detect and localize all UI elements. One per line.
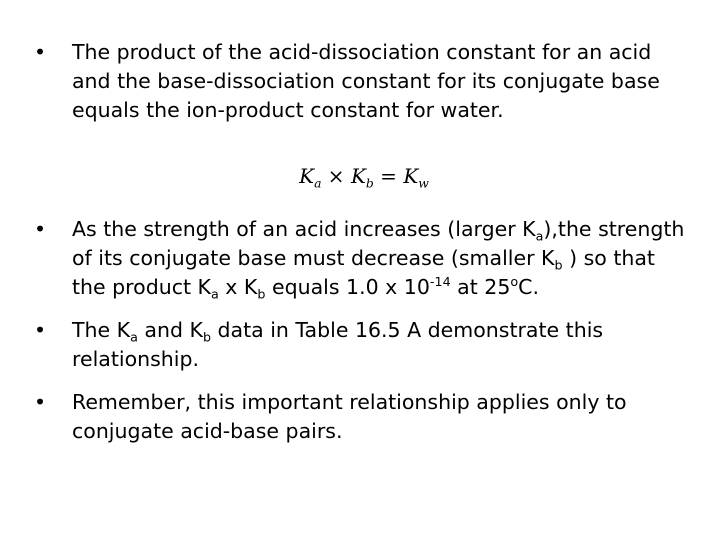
- text-run: C.: [518, 275, 539, 299]
- equation-subscript: b: [365, 175, 374, 191]
- equation-subscript: a: [314, 175, 322, 191]
- bullet-dot: •: [34, 390, 47, 414]
- equation-subscript: w: [418, 175, 429, 191]
- bullet-item: [34, 388, 694, 446]
- equation-operator: ×: [321, 164, 351, 188]
- subscript: a: [130, 329, 138, 345]
- bullet-dot: •: [34, 40, 47, 64]
- equation-k: K: [403, 164, 419, 188]
- text-run: ) so that the product K: [72, 246, 655, 299]
- subscript: b: [554, 257, 563, 273]
- equation: [0, 161, 728, 191]
- bullet-text: Remember, this important relationship applies only to conjugate acid-base pairs.: [72, 390, 627, 443]
- text-run: x K: [218, 275, 258, 299]
- text-run: data in Table 16.5 A demonstrate this relationship.: [72, 318, 604, 371]
- subscript: b: [257, 286, 266, 302]
- bullet-text: The product of the acid-dissociation constant for an acid and the base-dissociation constant for its conjugate base equals the ion-product constant for water.: [72, 40, 660, 122]
- superscript: -14: [429, 273, 451, 289]
- bullet-item: [34, 316, 694, 374]
- bullet-text: [72, 318, 603, 371]
- text-run: ),the strength of its conjugate base must decrease (smaller K: [72, 217, 685, 270]
- text-run: and K: [137, 318, 203, 342]
- bullet-item: [34, 38, 694, 125]
- subscript: a: [535, 228, 544, 244]
- bullet-dot: •: [34, 318, 47, 342]
- equation-k: K: [350, 164, 366, 188]
- superscript: o: [510, 273, 519, 289]
- subscript: b: [202, 329, 212, 345]
- bullet-text: [72, 217, 685, 302]
- text-run: at 25: [450, 275, 511, 299]
- bullet-dot: •: [34, 217, 47, 241]
- subscript: a: [210, 286, 219, 302]
- text-run: equals 1.0 x 10: [265, 275, 430, 299]
- equation-operator: =: [373, 164, 404, 188]
- text-run: As the strength of an acid increases (larger K: [72, 217, 536, 241]
- bullet-item: [34, 215, 694, 302]
- equation-k: K: [299, 164, 315, 188]
- text-run: The K: [72, 318, 131, 342]
